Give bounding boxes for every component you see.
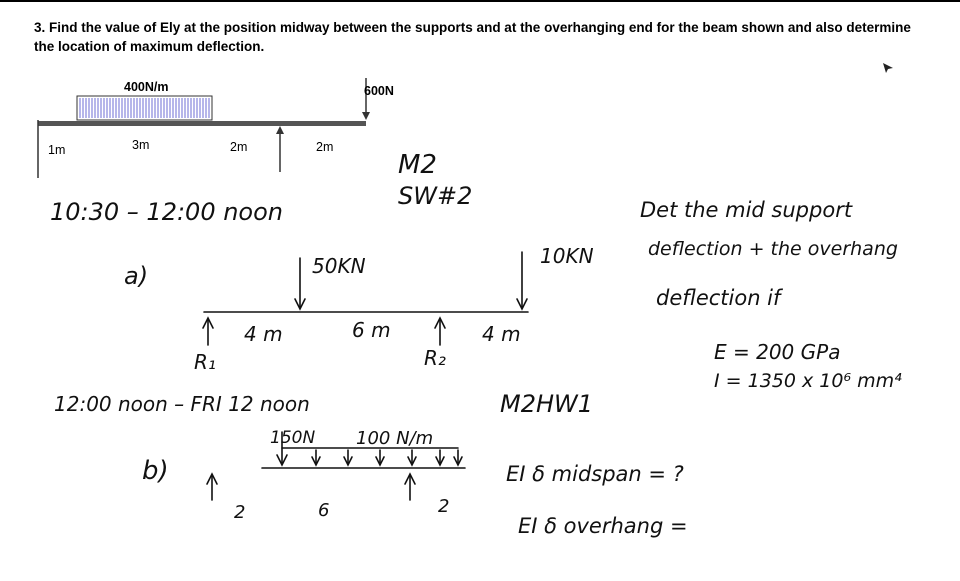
span-label: 1m — [48, 143, 66, 157]
dimension-label: 4 m — [244, 322, 283, 346]
sw-label: SW#2 — [398, 182, 473, 210]
udl-arrows-b — [312, 450, 462, 465]
session-time: 12:00 noon – FRI 12 noon — [54, 392, 310, 416]
load-label: 150N — [270, 428, 316, 448]
dimension-label: 2 — [438, 496, 450, 517]
inertia-value: I = 1350 x 10⁶ mm⁴ — [714, 370, 902, 392]
reaction-label: R₁ — [194, 350, 216, 374]
dimension-label: 6 — [318, 500, 330, 521]
task-line: Det the mid support — [640, 198, 853, 222]
part-b-label: b) — [142, 456, 169, 486]
modulus-value: E = 200 GPa — [714, 340, 841, 364]
load-label: 50KN — [312, 254, 366, 278]
question-midspan: EI δ midspan = ? — [506, 462, 684, 486]
mouse-pointer-icon — [882, 62, 894, 74]
load-label: 100 N/m — [356, 428, 434, 449]
part-a-label: a) — [124, 262, 149, 290]
span-label: 2m — [230, 140, 248, 154]
span-label: 2m — [316, 140, 334, 154]
task-line: deflection if — [656, 286, 781, 310]
session-time: 10:30 – 12:00 noon — [50, 198, 284, 226]
udl-label: 400N/m — [124, 80, 169, 94]
course-label: M2 — [398, 150, 437, 180]
task-line: deflection + the overhang — [648, 238, 898, 260]
reaction-label: R₂ — [424, 346, 446, 370]
point-load-label: 600N — [364, 84, 394, 98]
homework-code: M2HW1 — [500, 390, 594, 418]
span-label: 3m — [132, 138, 150, 152]
question-overhang: EI δ overhang = — [518, 514, 688, 538]
problem-statement: 3. Find the value of Ely at the position midway between the supports and at the overhanging end for the beam shown and also determine the location of maximum deflection. — [34, 20, 911, 54]
dimension-label: 2 — [234, 502, 246, 523]
dimension-label: 4 m — [482, 322, 521, 346]
dimension-label: 6 m — [352, 318, 391, 342]
load-label: 10KN — [540, 244, 594, 268]
